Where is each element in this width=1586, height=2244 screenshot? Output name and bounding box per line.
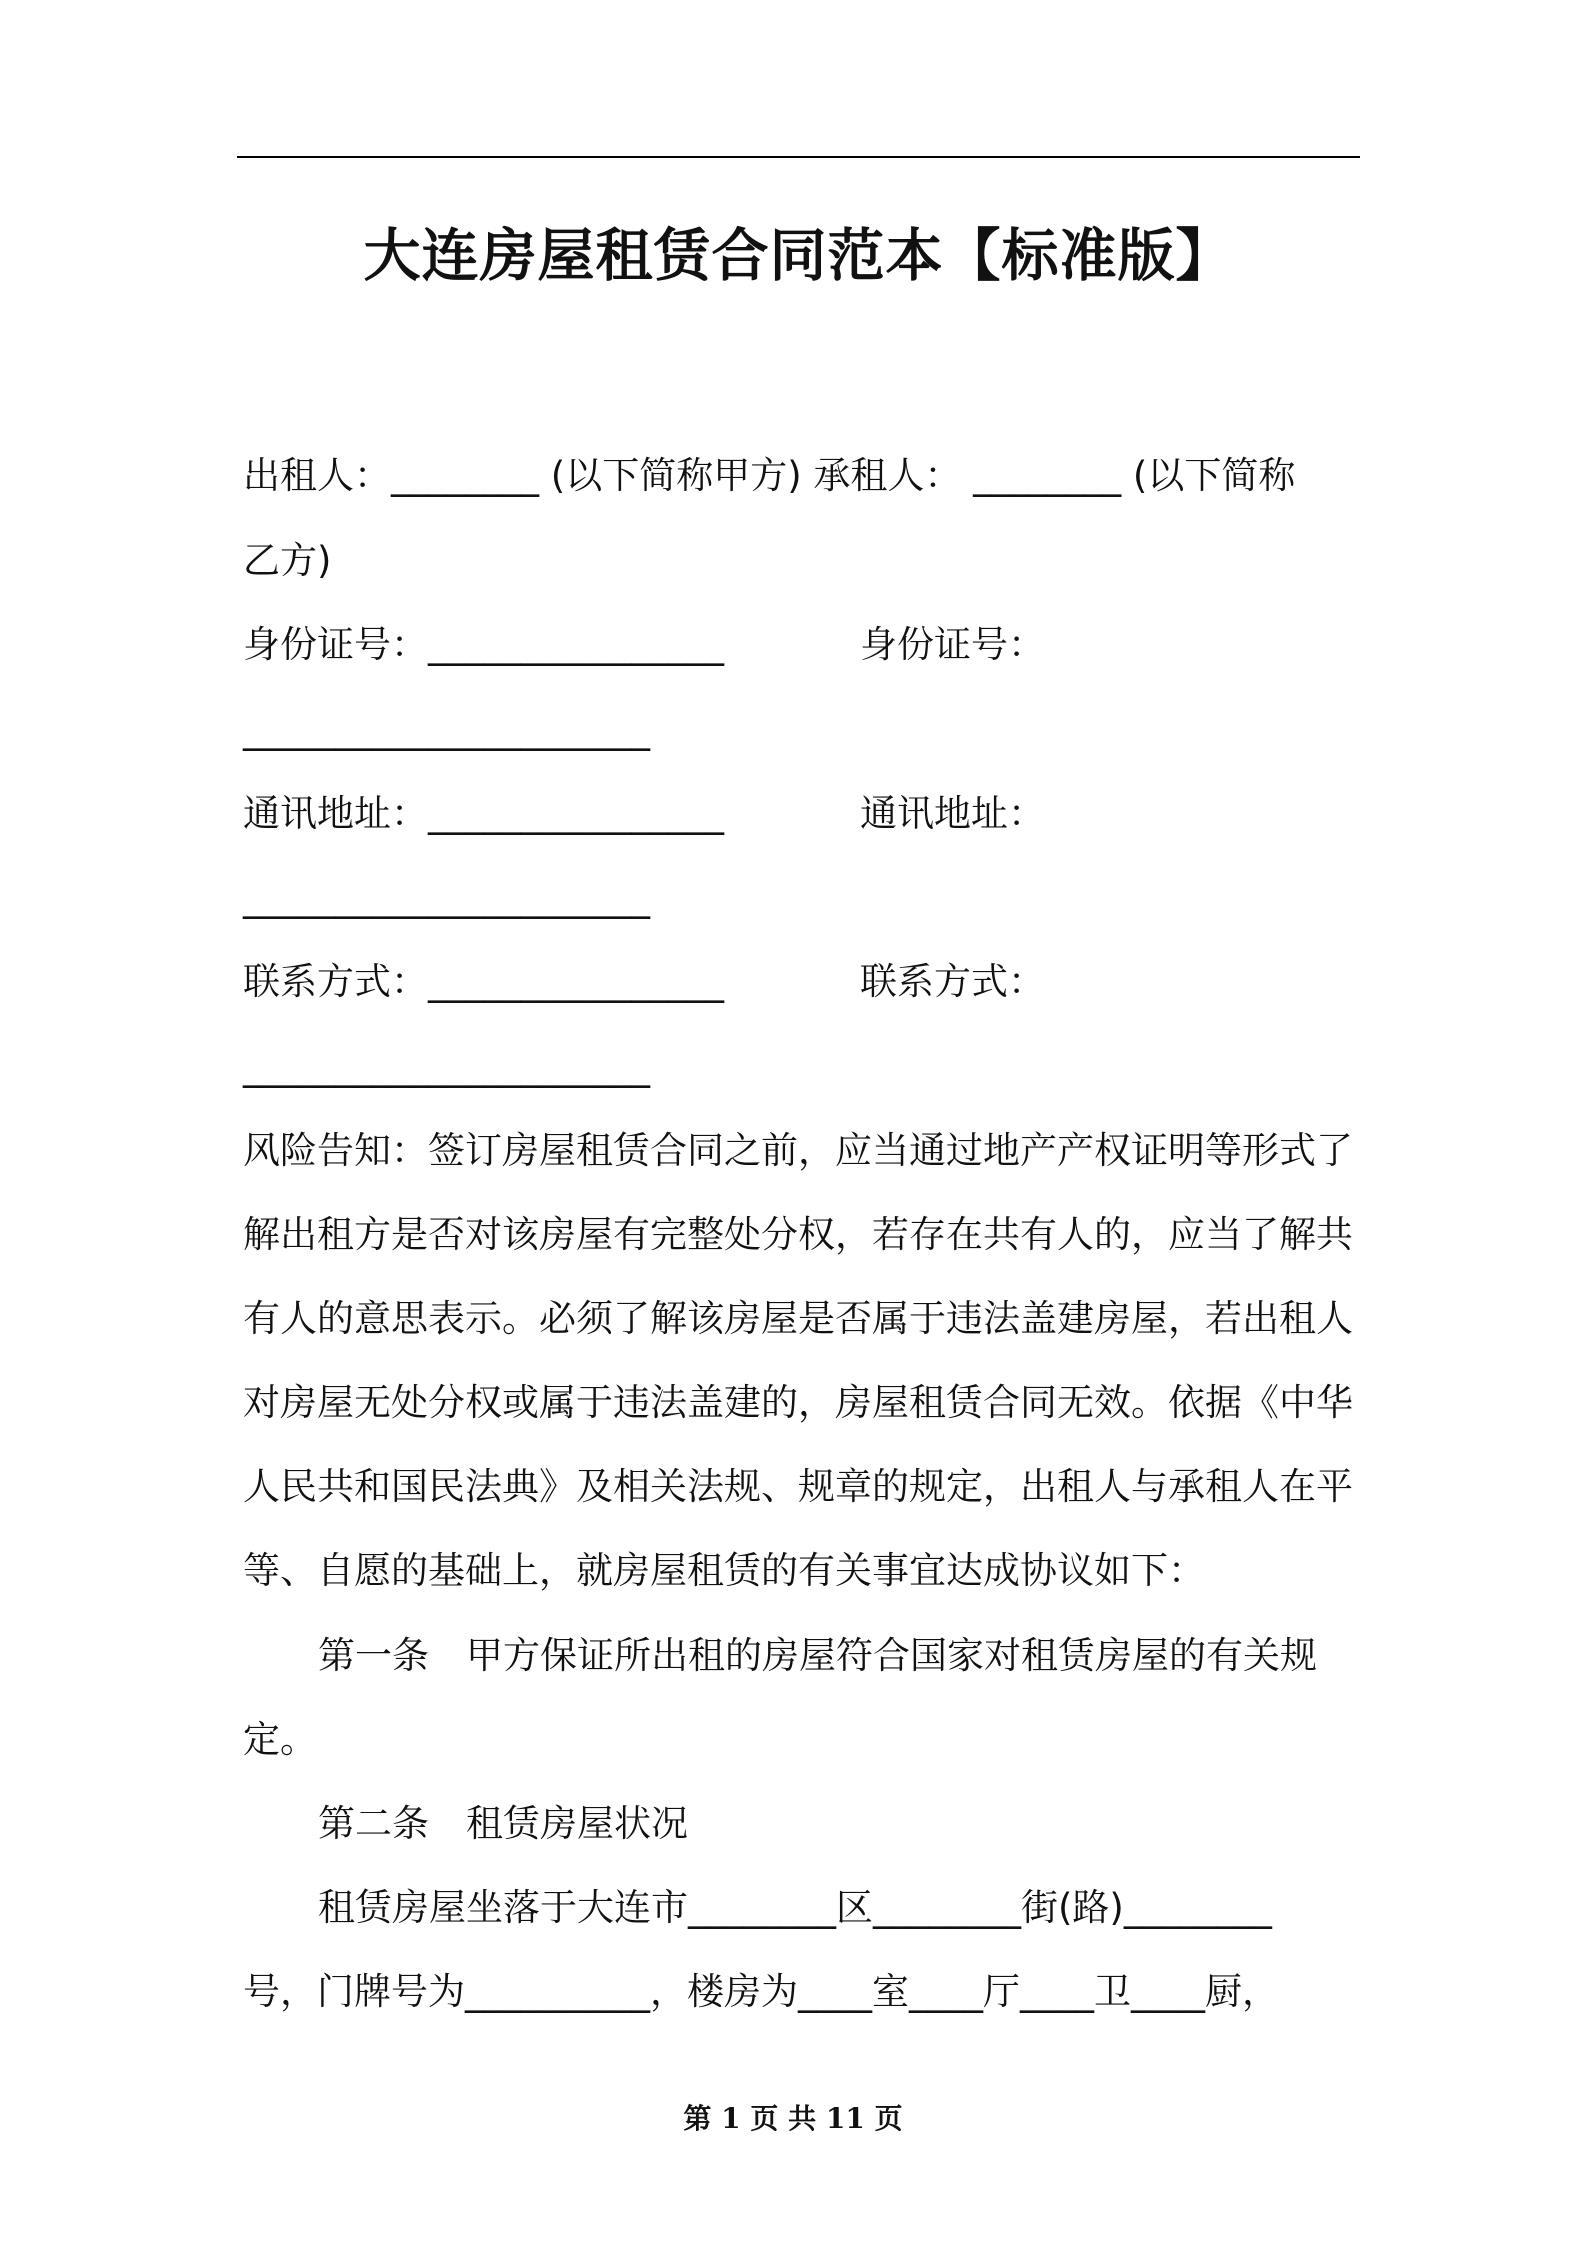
risk-notice-line-6: 等、自愿的基础上，就房屋租赁的有关事宜达成协议如下： <box>243 1549 1205 1592</box>
document-title: 大连房屋租赁合同范本【标准版】 <box>363 223 1234 289</box>
risk-notice-line-4: 对房屋无处分权或属于违法盖建的，房屋租赁合同无效。依据《中华 <box>243 1381 1353 1424</box>
lessee-contact-label: 联系方式： <box>860 960 1045 1003</box>
article-2-unit-line: 号，门牌号为__________，楼房为____室____厅____卫____厨， <box>243 1970 1279 2013</box>
page-number: 第 1 页 共 11 页 <box>683 2102 903 2135</box>
risk-notice-line-3: 有人的意思表示。必须了解该房屋是否属于违法盖建房屋，若出租人 <box>243 1297 1353 1340</box>
lessee-address-label: 通讯地址： <box>860 792 1045 835</box>
lessee-id-label: 身份证号： <box>860 623 1045 666</box>
lessor-lessee-line: 出租人：________ (以下简称甲方) 承租人： ________ (以下简称 <box>243 454 1296 497</box>
lessor-id-field: 身份证号：________________ <box>243 623 724 666</box>
header-rule <box>237 156 1360 158</box>
lessee-contact-blank: ______________________ <box>243 1045 650 1088</box>
article-1-line-2: 定。 <box>243 1718 317 1761</box>
id-number-line <box>243 621 1045 669</box>
article-1-line-1: 第一条 甲方保证所出租的房屋符合国家对租赁房屋的有关规 <box>318 1634 1317 1677</box>
article-2-heading: 第二条 租赁房屋状况 <box>318 1802 688 1845</box>
lessee-abbrev-line: 乙方) <box>243 539 332 582</box>
risk-notice-line-1: 风险告知：签订房屋租赁合同之前，应当通过地产产权证明等形式了 <box>243 1129 1353 1172</box>
lessor-contact-field: 联系方式：________________ <box>243 960 724 1003</box>
article-2-location-line: 租赁房屋坐落于大连市________区________街(路)________ <box>318 1886 1272 1929</box>
lessee-address-blank: ______________________ <box>243 876 650 919</box>
lessee-id-blank: ______________________ <box>243 708 650 751</box>
lessor-address-field: 通讯地址：________________ <box>243 792 724 835</box>
risk-notice-line-5: 人民共和国民法典》及相关法规、规章的规定，出租人与承租人在平 <box>243 1465 1353 1508</box>
address-line <box>243 790 1045 838</box>
risk-notice-line-2: 解出租方是否对该房屋有完整处分权，若存在共有人的，应当了解共 <box>243 1213 1353 1256</box>
contact-line <box>243 958 1045 1006</box>
